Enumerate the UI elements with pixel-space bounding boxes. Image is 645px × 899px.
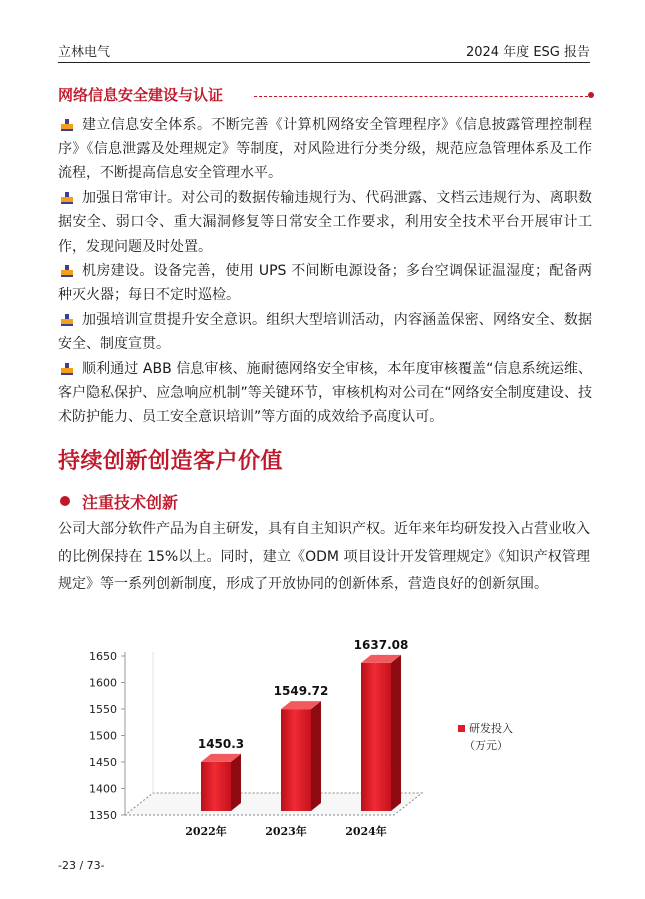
bullet-icon bbox=[60, 191, 74, 205]
y-tick-label: 1500 bbox=[89, 729, 117, 743]
y-tick-label: 1350 bbox=[89, 809, 117, 822]
legend-unit: （万元） bbox=[464, 739, 508, 752]
x-tick-label: 2024年 bbox=[345, 825, 387, 838]
bar-value-label: 1637.08 bbox=[353, 637, 409, 652]
bullet-icon bbox=[60, 264, 74, 278]
y-tick-label: 1400 bbox=[89, 782, 117, 796]
main-heading: 持续创新创造客户价值 bbox=[58, 449, 284, 474]
bar bbox=[361, 663, 391, 811]
x-tick-label: 2022年 bbox=[185, 825, 227, 838]
y-tick-label: 1450 bbox=[89, 756, 117, 769]
chart-svg bbox=[58, 630, 590, 845]
bar-value-label: 1549.72 bbox=[273, 684, 329, 699]
legend-label: 研发投入 bbox=[469, 722, 513, 735]
section-title: 网络信息安全建设与认证 bbox=[58, 86, 224, 104]
section-divider bbox=[254, 96, 588, 97]
list-item: 加强培训宣贯提升安全意识。组织大型培训活动，内容涵盖保密、网络安全、数据安全、制度宣贯。 bbox=[58, 312, 592, 353]
y-tick-label: 1600 bbox=[89, 676, 117, 690]
body-paragraph: 公司大部分软件产品为自主研发，具有自主知识产权。近年来年均研发投入占营业收入的比例保持在 15%以上。同时，建立《ODM 项目设计开发管理规定》《知识产权管理规定》等一系列创新制度，形成了开放协同的创新体系，营造良好的创新氛围。 bbox=[58, 521, 590, 592]
bar-side bbox=[311, 701, 321, 811]
subheading: 注重技术创新 bbox=[82, 493, 179, 512]
bars bbox=[201, 655, 401, 811]
y-tick-label: 1650 bbox=[89, 650, 117, 663]
y-ticks bbox=[89, 650, 125, 822]
bullet-icon bbox=[60, 313, 74, 327]
bar-side bbox=[391, 655, 401, 811]
report-title: 2024 年度 ESG 报告 bbox=[465, 45, 590, 60]
bar bbox=[201, 762, 231, 811]
rd-investment-chart bbox=[58, 630, 590, 845]
bar-side bbox=[231, 754, 241, 811]
company-name: 立林电气 bbox=[58, 45, 111, 60]
bullet-list bbox=[58, 113, 592, 430]
list-item: 顺利通过 ABB 信息审核、施耐德网络安全审核，本年度审核覆盖“信息系统运维、客户隐私保护、应急响应机制”等关键环节，审核机构对公司在“网络安全制度建设、技术防护能力、员工安全意识培训”等方面的成效给予高度认可。 bbox=[58, 361, 592, 426]
bar-value-label: 1450.3 bbox=[197, 736, 245, 751]
list-item: 机房建设。设备完善，使用 UPS 不间断电源设备；多台空调保证温湿度；配备两种灭火器；每日不定时巡检。 bbox=[58, 263, 592, 304]
list-item: 建立信息安全体系。不断完善《计算机网络安全管理程序》《信息披露管理控制程序》《信息泄露及处理规定》等制度，对风险进行分类分级，规范应急管理体系及工作流程，不断提高信息安全管理水平。 bbox=[58, 117, 592, 182]
y-tick-label: 1550 bbox=[89, 703, 117, 716]
bullet-icon bbox=[60, 362, 74, 376]
section-divider-dot bbox=[588, 92, 594, 98]
bullet-icon bbox=[60, 118, 74, 132]
x-labels bbox=[185, 824, 387, 838]
red-dot-icon bbox=[60, 496, 70, 506]
section-title-row bbox=[58, 84, 594, 108]
list-item: 加强日常审计。对公司的数据传输违规行为、代码泄露、文档云违规行为、离职数据安全、弱口令、重大漏洞修复等日常安全工作要求，利用安全技术平台开展审计工作，发现问题及时处置。 bbox=[58, 190, 592, 255]
legend-swatch bbox=[458, 725, 465, 732]
page-header bbox=[58, 39, 590, 63]
page-number: -23 / 73- bbox=[58, 859, 105, 872]
x-tick-label: 2023年 bbox=[265, 825, 307, 838]
bar bbox=[281, 709, 311, 811]
